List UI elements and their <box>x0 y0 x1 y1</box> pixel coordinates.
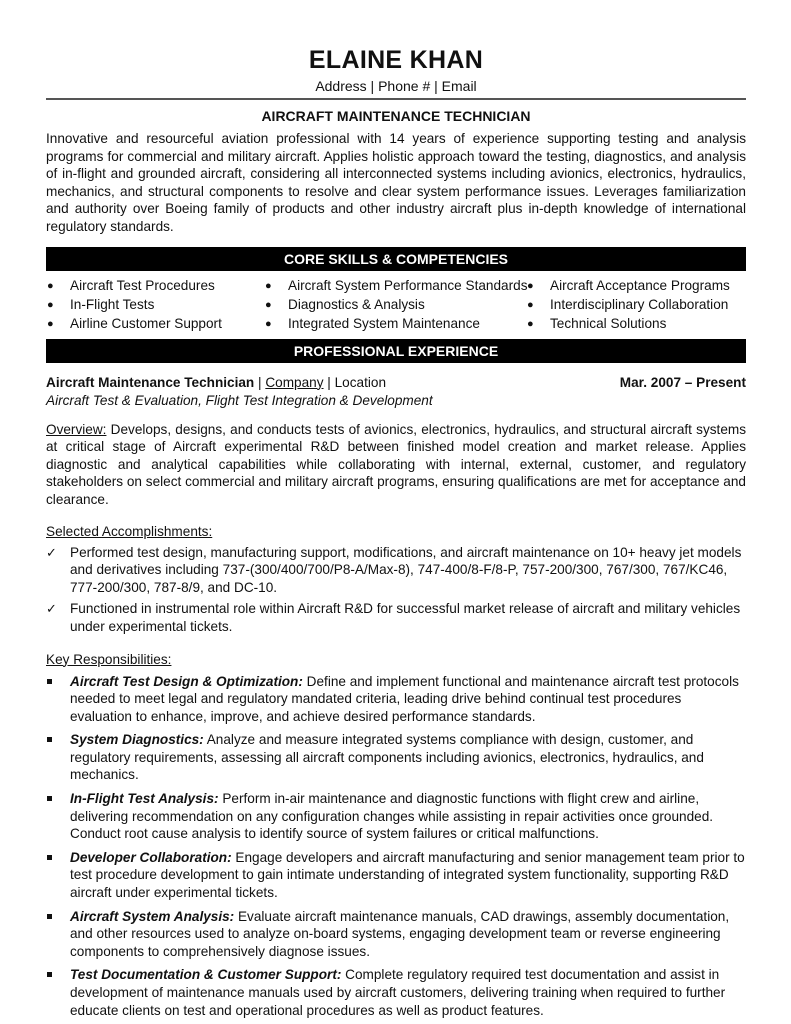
skill-label: Aircraft Test Procedures <box>70 277 215 293</box>
responsibility-label: Aircraft System Analysis: <box>70 908 235 924</box>
accomplishment-item <box>46 544 746 597</box>
square-bullet-icon <box>47 855 52 860</box>
bullet-icon: ● <box>47 279 54 292</box>
responsibility-label: In-Flight Test Analysis: <box>70 791 219 807</box>
bullet-icon: ● <box>265 317 272 330</box>
square-bullet-icon <box>47 972 52 977</box>
separator: | <box>323 374 335 390</box>
candidate-name: ELAINE KHAN <box>308 46 484 74</box>
bullet-icon: ● <box>527 298 534 311</box>
skill-label: Aircraft Acceptance Programs <box>550 277 730 293</box>
responsibility-label: System Diagnostics: <box>70 732 204 748</box>
checkmark-icon: ✓ <box>46 601 57 617</box>
responsibility-label: Developer Collaboration: <box>70 849 232 865</box>
responsibility-label: Aircraft Test Design & Optimization: <box>70 673 303 689</box>
skill-item <box>46 296 264 314</box>
job-title-line <box>46 374 386 392</box>
square-bullet-icon <box>47 796 52 801</box>
job-title: Aircraft Maintenance Technician <box>46 374 255 390</box>
skill-label: Integrated System Maintenance <box>288 315 480 331</box>
accomplishment-item <box>46 600 746 635</box>
accomplishments-heading: Selected Accomplishments: <box>46 523 213 539</box>
responsibility-text: Evaluate aircraft maintenance manuals, CAD drawings, assembly documentation, and other resources used to analyze on-board systems, engaging development team or reverse engineering components to comprehensively diagnose issues. <box>70 908 730 959</box>
responsibility-text: Define and implement functional and maintenance aircraft test protocols needed to meet legal and regulatory mandated criteria, leading drive behind continual test procedures evaluation to enhance, improve, and achieve desired performance standards. <box>70 673 739 724</box>
responsibility-label: Test Documentation & Customer Support: <box>70 967 342 983</box>
job-overview <box>46 421 746 509</box>
responsibility-item <box>46 849 746 902</box>
overview-label: Overview: <box>46 421 107 437</box>
responsibility-item <box>46 908 746 961</box>
skill-item <box>264 315 526 333</box>
bullet-icon: ● <box>265 279 272 292</box>
responsibility-item <box>46 966 746 1019</box>
skill-label: Airline Customer Support <box>70 315 222 331</box>
skill-item <box>264 296 526 314</box>
company-name: Company <box>265 374 324 390</box>
bullet-icon: ● <box>47 317 54 330</box>
square-bullet-icon <box>47 737 52 742</box>
skill-label: Interdisciplinary Collaboration <box>550 296 729 312</box>
experience-section-heading: PROFESSIONAL EXPERIENCE <box>46 339 746 363</box>
contact-line: Address | Phone # | Email <box>315 78 477 94</box>
professional-summary: Innovative and resourceful aviation professional with 14 years of experience supporting testing and analysis programs for commercial and military aircraft. Applies holistic approach toward the testing, diagnostics, and analysis of in-flight and grounded aircraft, considering all interconnected systems including avionics, electronics, hydraulics, mechanics, and structural components to resolve and clear system performance issues. Leverages familiarization and authority over Boeing family of products and other industry aircraft plus in-depth knowledge of international regulatory standards. <box>46 131 746 234</box>
job-header <box>46 374 746 392</box>
skill-label: Technical Solutions <box>550 315 667 331</box>
responsibility-item <box>46 790 746 843</box>
skill-item <box>264 277 526 295</box>
job-subtitle: Aircraft Test & Evaluation, Flight Test Integration & Development <box>46 392 433 408</box>
bullet-icon: ● <box>527 317 534 330</box>
header-divider <box>46 98 746 100</box>
responsibility-item <box>46 731 746 784</box>
target-job-title: AIRCRAFT MAINTENANCE TECHNICIAN <box>261 108 531 124</box>
job-dates: Mar. 2007 – Present <box>619 374 746 390</box>
skills-list <box>46 277 746 333</box>
accomplishment-text: Functioned in instrumental role within Aircraft R&D for successful market release of aircraft and military vehicles under experimental tickets. <box>70 601 741 634</box>
responsibility-item <box>46 673 746 726</box>
responsibility-text: Engage developers and aircraft manufacturing and senior management team prior to test procedure development to gain intimate understanding of integrated system functionality, supporting R&D aircraft under experimental tickets. <box>70 849 745 901</box>
job-location: Location <box>334 374 387 390</box>
responsibility-text: Analyze and measure integrated systems compliance with design, customer, and regulatory requirements, assessing all aircraft components including avionics, electronics, hydraulics, and mechanics. <box>70 732 704 783</box>
skill-item <box>46 277 264 295</box>
skill-item <box>526 315 746 333</box>
skill-item <box>46 315 264 333</box>
bullet-icon: ● <box>47 298 54 311</box>
square-bullet-icon <box>47 914 52 919</box>
checkmark-icon: ✓ <box>46 544 57 560</box>
bullet-icon: ● <box>527 279 534 292</box>
bullet-icon: ● <box>265 298 272 311</box>
skill-item <box>526 277 746 295</box>
skill-label: Aircraft System Performance Standards <box>288 277 528 293</box>
skills-section-heading: CORE SKILLS & COMPETENCIES <box>46 247 746 271</box>
overview-text: Develops, designs, and conducts tests of avionics, electronics, hydraulics, and structural aircraft systems at critical stage of Aircraft experimental R&D between finished model creation and market release. Applies diagnostic and analytical capabilities while collaborating with internal, external, customer, and regulatory stakeholders on select commercial and military aircraft programs, ensuring qualifications are met for acceptance and clearance. <box>46 421 746 507</box>
skill-label: In-Flight Tests <box>70 296 155 312</box>
separator: | <box>254 374 266 390</box>
responsibility-text: Complete regulatory required test documentation and assist in development of maintenance manuals used by aircraft customers, delivering training when required to further educate clients on test and operational procedures as well as product features. <box>70 967 726 1018</box>
square-bullet-icon <box>47 679 52 684</box>
responsibility-text: Perform in-air maintenance and diagnostic functions with flight crew and airline, delivering recommendation on any configuration changes while assisting in repair activities once grounded. Conduct root cause analysis to identify source of system failures or critical malfunctions. <box>70 791 714 842</box>
skill-item <box>526 296 746 314</box>
accomplishment-text: Performed test design, manufacturing support, modifications, and aircraft maintenance on 10+ heavy jet models and derivatives including 737-(300/400/700/P8-A/Max-8), 747-400/8-F/8-P, 757-200/300, 767/300, 767/KC46, 777-200/300, 787-8/9, and DC-10. <box>70 544 742 595</box>
responsibilities-heading: Key Responsibilities: <box>46 651 172 667</box>
skill-label: Diagnostics & Analysis <box>288 296 425 312</box>
